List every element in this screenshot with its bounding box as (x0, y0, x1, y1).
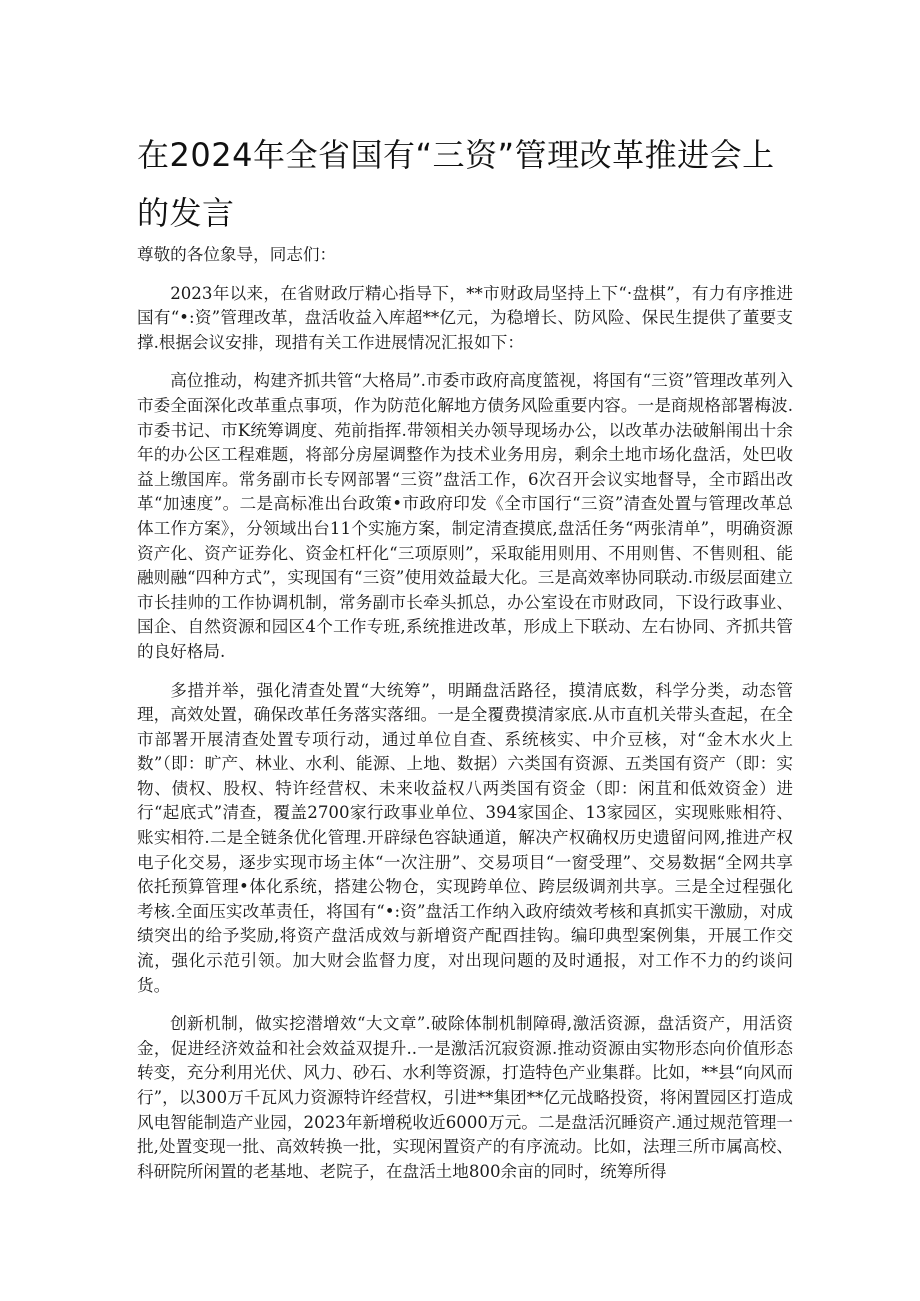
paragraph-intro: 2023年以来，在省财政厅精心指导下，**市财政局坚持上下“·盘棋”，有力有序推进国有“•:资”管理改革，盘活收益入库超**亿元，为稳增长、防风险、保民生提供了董要支撑.根据会议安排，现措有关工作进展情况汇报如下： (137, 283, 793, 352)
paragraph-innovation-mechanism: 创新机制，做实挖潜增效“大文章”.破除体制机制障碍,激活资源，盘活资产，用活资金，促进经济效益和社会效益双提升..一是激活沉寂资源.推动资源由实物形态向价值形态转变，充分利用光伏、风力、砂石、水利等资源，打造特色产业集群。比如，**县“向风而行”，以300万千瓦风力资源特许经营权，引进**集团**亿元战略投资，将闲置园区打造成风电智能制造产业园，2023年新增税收近6000万元。二是盘活沉睡资产.通过规范管理一批,处置变现一批、高效转换一批，实现闲置资产的有序流动。比如，法理三所市属高校、科研院所闲置的老基地、老院子，在盘活土地800余亩的同时，统筹所得 (137, 1014, 793, 1181)
document-body (137, 243, 793, 1198)
document-title: 在2024年全省国有“三资”管理改革推进会上的发言 (137, 136, 775, 232)
paragraph-multiple-measures: 多措并举，强化清查处置“大统筹”，明踊盘活路径，摸清底数，科学分类，动态管理，高效处置，确保改革任务落实落细。一是全覆费摸清家底.从市直机关带头查起，在全市部署开展清查处置专项行动，通过单位自查、系统核实、中介豆核，对“金木水火上数”（即：旷产、林业、水利、能源、上地、数据）六类国有资源、五类国有资产（即：实物、债权、股权、特许经营权、未来收益权八两类国有资金（即：闲苴和低效资金）进行“起底式”清查，覆盖2700家行政事业单位、394家国企、13家园区，实现账账相符、账实相符.二是全链条优化管理.开辟绿色容缺通道，解决产权确权历史遗留问网,推进产权电子化交易，逐步实现市场主体“一次注册”、交易项目“一窗受理”、交易数据“全网共享依托预算管理•体化系统，搭建公物仓，实现跨单位、跨层级调剂共享。三是全过程强化考核.全面压实改革责任，将国有“•:资”盘活工作纳入政府绩效考核和真抓实干激励，对成绩突出的给予奖励,将资产盘活成效与新增资产配酉挂钩。编印典型案例集，开展工作交流，强化示范引领。加大财会监督力度，对出现问题的及时通报，对工作不力的约谈问货。 (137, 680, 793, 995)
salutation: 尊敬的各位象导，同志们： (137, 245, 337, 264)
paragraph-high-level-promotion: 高位推动，构建齐抓共管“大格局”.市委市政府高度篮视，将国有“三资”管理改革列入市委全面深化改革重点事项，作为防范化解地方债务风险重要内容。一是商规格部署梅波.市委书记、市K统筹调度、苑前指挥.带领相关办领导现场办公，以改革办法破斛闱出十余年的办公区工程难题，将部分房屋调整作为技术业务用房，剩余土地市场化盘活，处巴收益上缴国库。常务副市长专网部署“三资”盘活工作，6次召开会议实地督导，全市蹈出改革“加速度”。二是高标准出台政策•市政府印发《全市国行“三资”清查处置与管理改革总体工作方案》，分领域出台11个实施方案，制定清查摸底,盘活任务“两张清单”，明确资源资产化、资产证券化、资金杠杆化“三项原则”，采取能用则用、不用则售、不售则租、能融则融“四种方式”，实现国有“三资”使用效益最大化。三是高效率协同联动.市级层面建立市长挂帅的工作协调机制，常务副市长牵头抓总，办公室设在市财政同，下设行政事业、国企、自然资源和园区4个工作专班,系统推进改革，形成上下联动、左右协同、齐抓共管的良好格局. (137, 371, 793, 661)
